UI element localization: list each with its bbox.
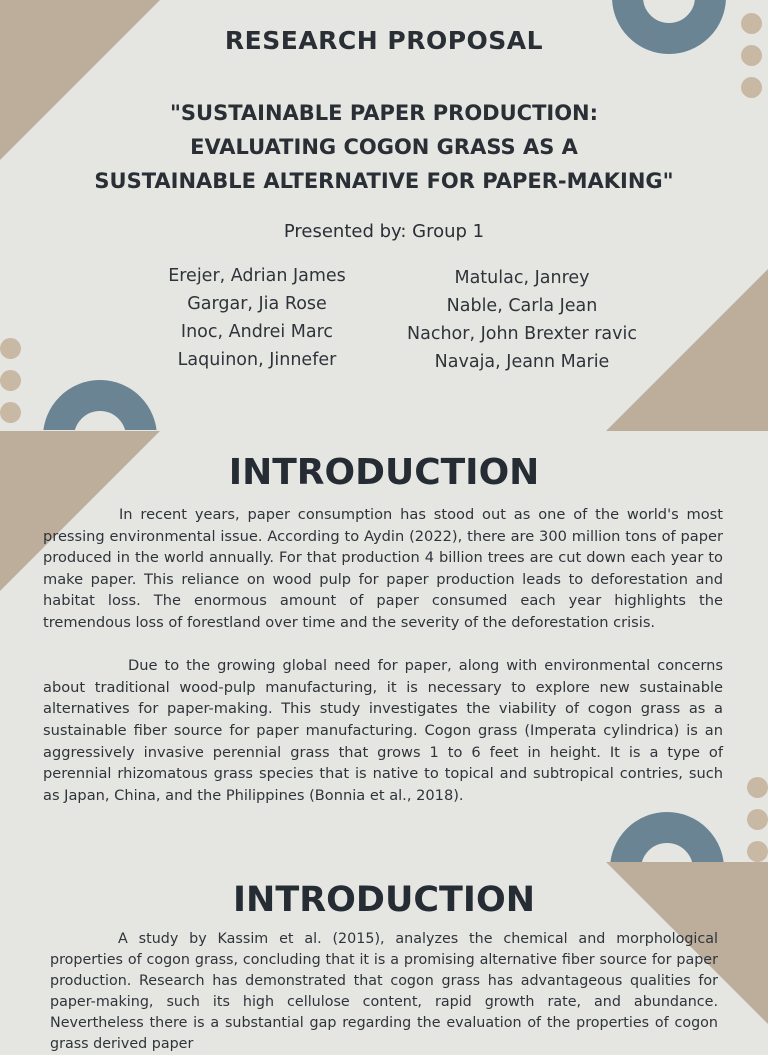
proposal-title [0, 96, 768, 198]
title-line: "SUSTAINABLE PAPER PRODUCTION: [169, 101, 599, 125]
introduction-heading: INTRODUCTION [233, 880, 535, 920]
decor-dot [0, 370, 21, 391]
decor-dot [0, 338, 21, 359]
introduction-body [50, 929, 718, 1052]
member-name: Erejer, Adrian James [168, 266, 346, 286]
decor-dot [0, 402, 21, 423]
decor-dot [747, 777, 768, 798]
presented-by: Presented by: Group 1 [283, 221, 485, 242]
introduction-body [43, 504, 723, 806]
paragraph: Due to the growing global need for paper, along with environmental concerns about traditional wood-pulp manufacturing, it is necessary to explore new sustainable alternatives for paper-making. This study investigates the viability of cogon grass as a sustainable fiber source for paper manufacturing. Cogon grass (Imperata cylindrica) is an aggressively invasive perennial grass that grows 1 to 6 feet in height. It is a type of perennial rhizomatous grass species that is native to topical and subtropical contries, such as Japan, China, and the Philippines (Bonnia et al., 2018). [43, 657, 723, 804]
members-right [390, 264, 654, 376]
decor-dot [747, 841, 768, 862]
paragraph: A study by Kassim et al. (2015), analyzes the chemical and morphological properties of cogon grass, concluding that it is a promising alternative fiber source for paper production. Research has demonstrated that cogon grass has advantageous qualities for paper-making, such its high cellulose content, rapid growth rate, and abundance. Nevertheless there is a substantial gap regarding the evaluation of the properties of cogon grass derived paper [50, 931, 718, 1052]
proposal-heading: RESEARCH PROPOSAL [224, 26, 544, 55]
member-name: Nable, Carla Jean [446, 296, 598, 316]
member-name: Nachor, John Brexter ravic [407, 324, 637, 344]
decor-dot [741, 77, 762, 98]
member-name: Navaja, Jeann Marie [434, 352, 610, 372]
introduction-heading: INTRODUCTION [228, 452, 540, 493]
member-name: Inoc, Andrei Marc [180, 322, 334, 342]
title-line: EVALUATING COGON GRASS AS A [190, 135, 578, 159]
members-left [150, 262, 364, 374]
member-name: Laquinon, Jinnefer [177, 350, 337, 370]
title-line: SUSTAINABLE ALTERNATIVE FOR PAPER-MAKING" [94, 169, 674, 193]
decor-dot [747, 809, 768, 830]
paragraph: In recent years, paper consumption has stood out as one of the world's most pressing environmental issue. According to Aydin (2022), there are 300 million tons of paper produced in the world annually. For that production 4 billion trees are cut down each year to make paper. This reliance on wood pulp for paper production leads to deforestation and habitat loss. The enormous amount of paper consumed each year highlights the tremendous loss of forestland over time and the severity of the deforestation crisis. [43, 506, 723, 631]
member-name: Gargar, Jia Rose [187, 294, 327, 314]
member-name: Matulac, Janrey [454, 268, 590, 288]
